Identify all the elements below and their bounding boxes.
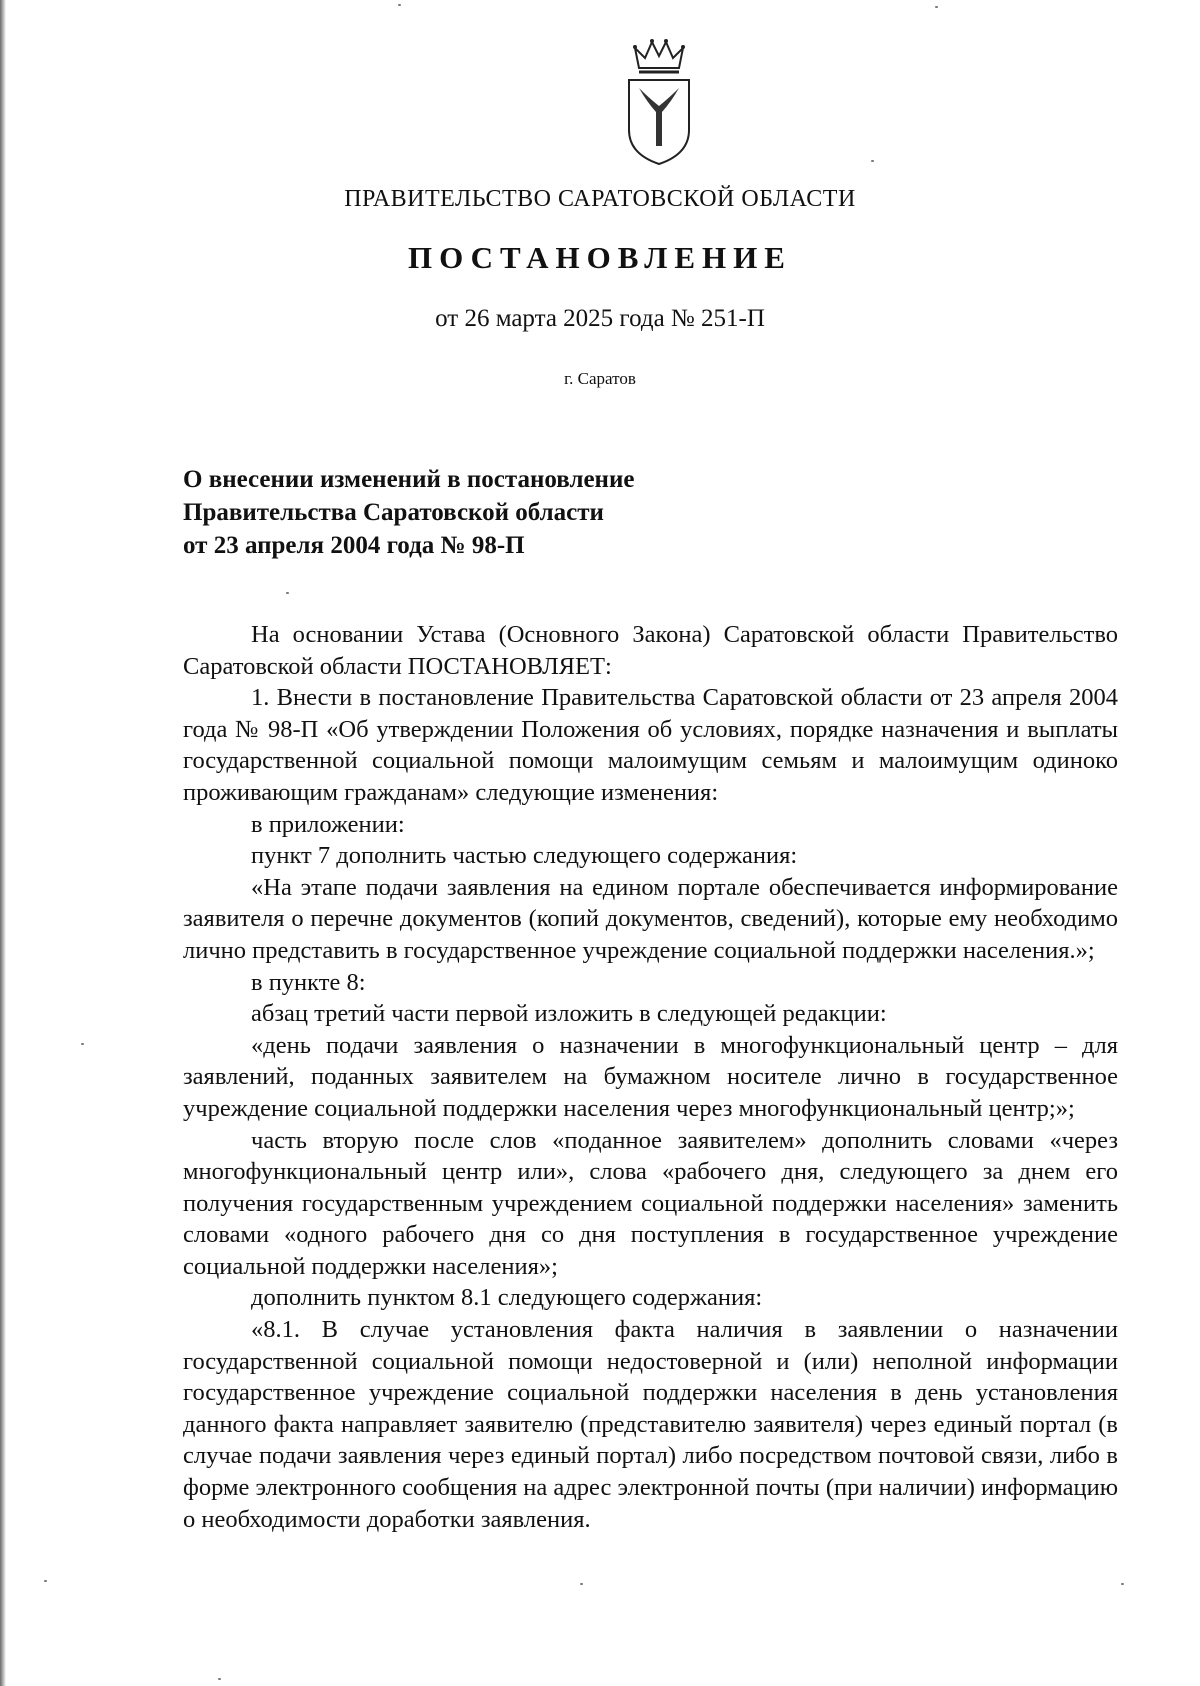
document-body <box>183 619 1118 1535</box>
body-paragraph: дополнить пунктом 8.1 следующего содержания: <box>251 1284 763 1312</box>
body-paragraph: «8.1. В случае установления факта наличия в заявлении о назначении государственной социальной помощи недостоверной и (или) неполной информации государственное учреждение социальной поддержки населения в день установления данного факта направляет заявителю (представителю заявителя) через единый портал (в случае подачи заявления через единый портал) либо посредством почтовой связи, либо в форме электронного сообщения на адрес электронной почты (при наличии) информацию о необходимости доработки заявления. <box>183 1316 1118 1533</box>
subject-line: О внесении изменений в постановление <box>183 466 635 493</box>
scan-speck <box>44 1580 47 1582</box>
body-paragraph: 1. Внести в постановление Правительства Саратовской области от 23 апреля 2004 года № 98-П «Об утверждении Положения об условиях, порядке назначения и выплаты государственной социальной помощи малоимущим семьям и малоимущим одиноко проживающим гражданам» следующие изменения: <box>183 684 1118 806</box>
body-paragraph: пункт 7 дополнить частью следующего содержания: <box>251 842 798 870</box>
body-paragraph: абзац третий части первой изложить в следующей редакции: <box>251 1000 887 1028</box>
government-name: ПРАВИТЕЛЬСТВО САРАТОВСКОЙ ОБЛАСТИ <box>344 186 856 212</box>
body-paragraph: в приложении: <box>251 810 405 838</box>
scan-speck <box>871 160 874 162</box>
scan-speck <box>1121 1583 1124 1585</box>
scan-speck <box>218 1678 221 1680</box>
document-subject <box>183 463 634 562</box>
scan-speck <box>81 1043 84 1045</box>
subject-line: от 23 апреля 2004 года № 98-П <box>183 532 525 559</box>
scan-speck <box>398 4 401 6</box>
body-paragraph: На основании Устава (Основного Закона) Саратовской области Правительство Саратовской области ПОСТАНОВЛЯЕТ: <box>183 621 1118 680</box>
saratov-coat-of-arms-icon <box>625 38 693 168</box>
scan-speck <box>580 1583 583 1585</box>
scan-speck <box>935 6 938 8</box>
body-paragraph: «день подачи заявления о назначении в многофункциональный центр – для заявлений, поданных заявителем на бумажном носителе лично в государственное учреждение социальной поддержки населения через многофункциональный центр;»; <box>183 1031 1118 1122</box>
document-city: г. Саратов <box>564 369 636 388</box>
body-paragraph: часть вторую после слов «поданное заявителем» дополнить словами «через многофункциональный центр или», слова «рабочего дня, следующего за днем его получения государственным учреждением социальной поддержки населения» заменить словами «одного рабочего дня со дня поступления в государственное учреждение социальной поддержки населения»; <box>183 1126 1118 1280</box>
subject-line: Правительства Саратовской области <box>183 499 604 526</box>
document-date-number: от 26 марта 2025 года № 251-П <box>435 305 765 332</box>
body-paragraph: в пункте 8: <box>251 968 366 996</box>
scan-speck <box>286 592 289 594</box>
document-kind: ПОСТАНОВЛЕНИЕ <box>408 240 792 275</box>
body-paragraph: «На этапе подачи заявления на едином портале обеспечивается информирование заявителя о перечне документов (копий документов, сведений), которые ему необходимо лично представить в государственное учреждение социальной поддержки населения.»; <box>183 873 1118 964</box>
